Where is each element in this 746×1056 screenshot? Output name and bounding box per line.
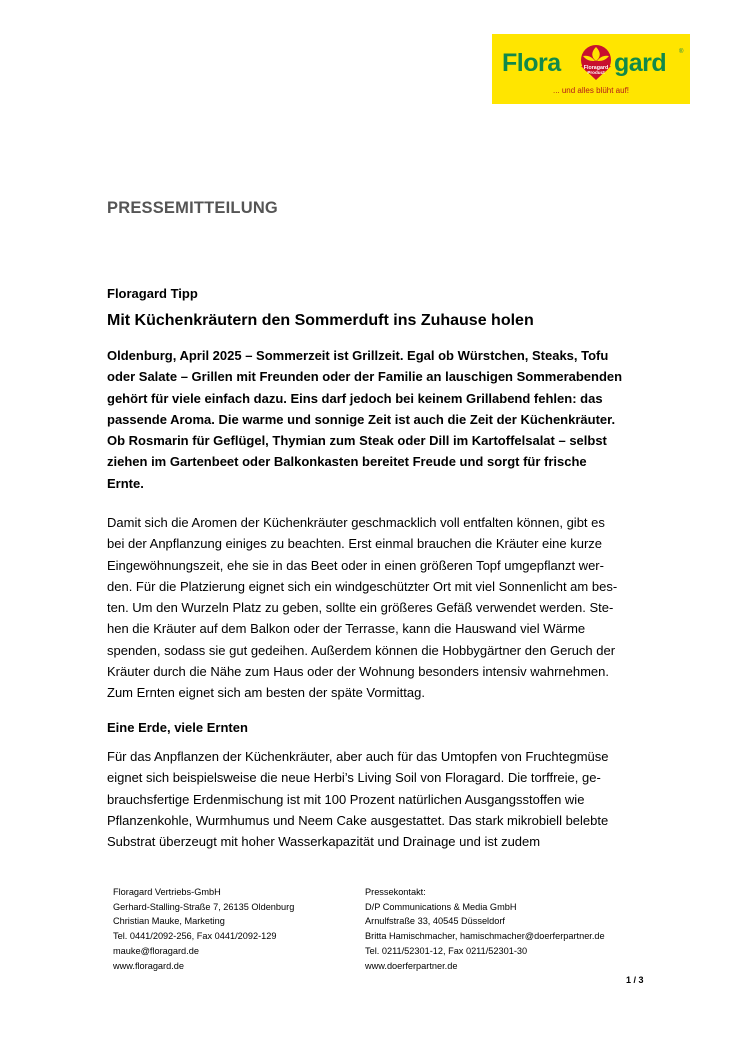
page-number: 1 / 3 xyxy=(626,975,644,985)
footer-line: Pressekontakt: xyxy=(365,887,426,897)
logo-word-flora: Flora xyxy=(502,49,561,77)
footer-line: D/P Communications & Media GmbH xyxy=(365,901,517,912)
floragard-logo xyxy=(492,34,690,104)
footer-line: Britta Hamischmacher, hamischmacher@doerferpartner.de xyxy=(365,931,605,942)
body-line: ten. Um den Wurzeln Platz zu geben, sollte ein größeres Gefäß verwendet werden. Ste- xyxy=(107,600,614,616)
registered-mark: ® xyxy=(679,49,684,55)
body-line: eignet sich beispielsweise die neue Herbi’s Living Soil von Floragard. Die torffreie, ge- xyxy=(107,770,601,786)
document-heading: PRESSEMITTEILUNG xyxy=(107,199,278,217)
footer-press-contact xyxy=(365,885,605,973)
lead-line: passende Aroma. Die warme und sonnige Zeit ist auch die Zeit der Küchenkräuter. xyxy=(107,411,616,427)
footer-line: Tel. 0211/52301-12, Fax 0211/52301-30 xyxy=(365,945,528,956)
footer-line: Floragard Vertriebs-GmbH xyxy=(113,887,221,897)
footer-line: Tel. 0441/2092-256, Fax 0441/2092-129 xyxy=(113,931,277,942)
body-line: den. Für die Platzierung eignet sich ein windgeschützter Ort mit viel Sonnenlicht am bes- xyxy=(107,578,618,594)
lead-line: gehört für viele einfach dazu. Eins darf jedoch bei keinem Grillabend fehlen: das xyxy=(107,390,603,406)
footer-website[interactable]: www.floragard.de xyxy=(113,960,184,971)
body-line: Pflanzenkohle, Wurmhumus und Neem Cake ausgestattet. Das stark mikrobiell belebte xyxy=(107,812,609,828)
lead-line: Ernte. xyxy=(107,475,144,491)
article-title: Mit Küchenkräutern den Sommerduft ins Zuhause holen xyxy=(107,312,534,329)
lead-line: ziehen im Gartenbeet oder Balkonkasten bereitet Freude und sorgt für frische xyxy=(107,454,587,470)
body-line: Damit sich die Aromen der Küchenkräuter geschmacklich voll entfalten können, gibt es xyxy=(107,515,605,530)
lead-paragraph xyxy=(107,345,655,494)
body-paragraph-2 xyxy=(107,746,655,852)
footer-email[interactable]: mauke@floragard.de xyxy=(113,945,199,956)
logo-slogan: ... und alles blüht auf! xyxy=(552,86,630,95)
footer-line: Christian Mauke, Marketing xyxy=(113,916,225,927)
lead-line: oder Salate – Grillen mit Freunden oder der Familie an lauschigen Sommerabenden xyxy=(107,369,623,385)
logo-word-gard: gard xyxy=(614,49,667,77)
body-line: bei der Anpflanzung einiges zu beachten. Erst einmal brauchen die Kräuter eine kurze xyxy=(107,536,603,552)
kicker: Floragard Tipp xyxy=(107,286,198,301)
body-line: Kräuter durch die Nähe zum Haus oder der Wohnung besonders intensiv wahrnehmen. xyxy=(107,664,609,680)
body-line: Eingewöhnungszeit, ehe sie in das Beet oder in einen größeren Topf umgepflanzt wer- xyxy=(107,557,604,573)
body-line: brauchsfertige Erdenmischung ist mit 100 Prozent natürlichen Ausgangsstoffen wie xyxy=(107,791,585,807)
logo-badge-bottom: Product xyxy=(587,70,605,75)
body-line: hen die Kräuter auf dem Balkon oder der Terrasse, kann die Hauswand viel Wärme xyxy=(107,621,586,637)
logo-badge-top: Floragard xyxy=(583,65,609,71)
body-line: Für das Anpflanzen der Küchenkräuter, aber auch für das Umtopfen von Fruchtegmüse xyxy=(107,749,609,764)
section-subheading: Eine Erde, viele Ernten xyxy=(107,720,248,735)
footer-company-contact xyxy=(113,885,294,973)
lead-line: Oldenburg, April 2025 – Sommerzeit ist Grillzeit. Egal ob Würstchen, Steaks, Tofu xyxy=(107,348,609,363)
footer-website[interactable]: www.doerferpartner.de xyxy=(365,960,458,971)
footer-line: Gerhard-Stalling-Straße 7, 26135 Oldenburg xyxy=(113,901,295,912)
body-line: Zum Ernten eignet sich am besten der späte Vormittag. xyxy=(107,685,425,701)
body-line: Substrat überzeugt mit hoher Wasserkapazität und Drainage und ist zudem xyxy=(107,834,541,850)
body-paragraph-1 xyxy=(107,512,655,704)
body-line: spenden, sodass sie gut gedeihen. Außerdem können die Hobbygärtner den Geruch der xyxy=(107,642,616,658)
footer-line: Arnulfstraße 33, 40545 Düsseldorf xyxy=(365,916,505,927)
flower-icon xyxy=(574,40,618,84)
lead-line: Ob Rosmarin für Geflügel, Thymian zum Steak oder Dill im Kartoffelsalat – selbst xyxy=(107,433,607,449)
